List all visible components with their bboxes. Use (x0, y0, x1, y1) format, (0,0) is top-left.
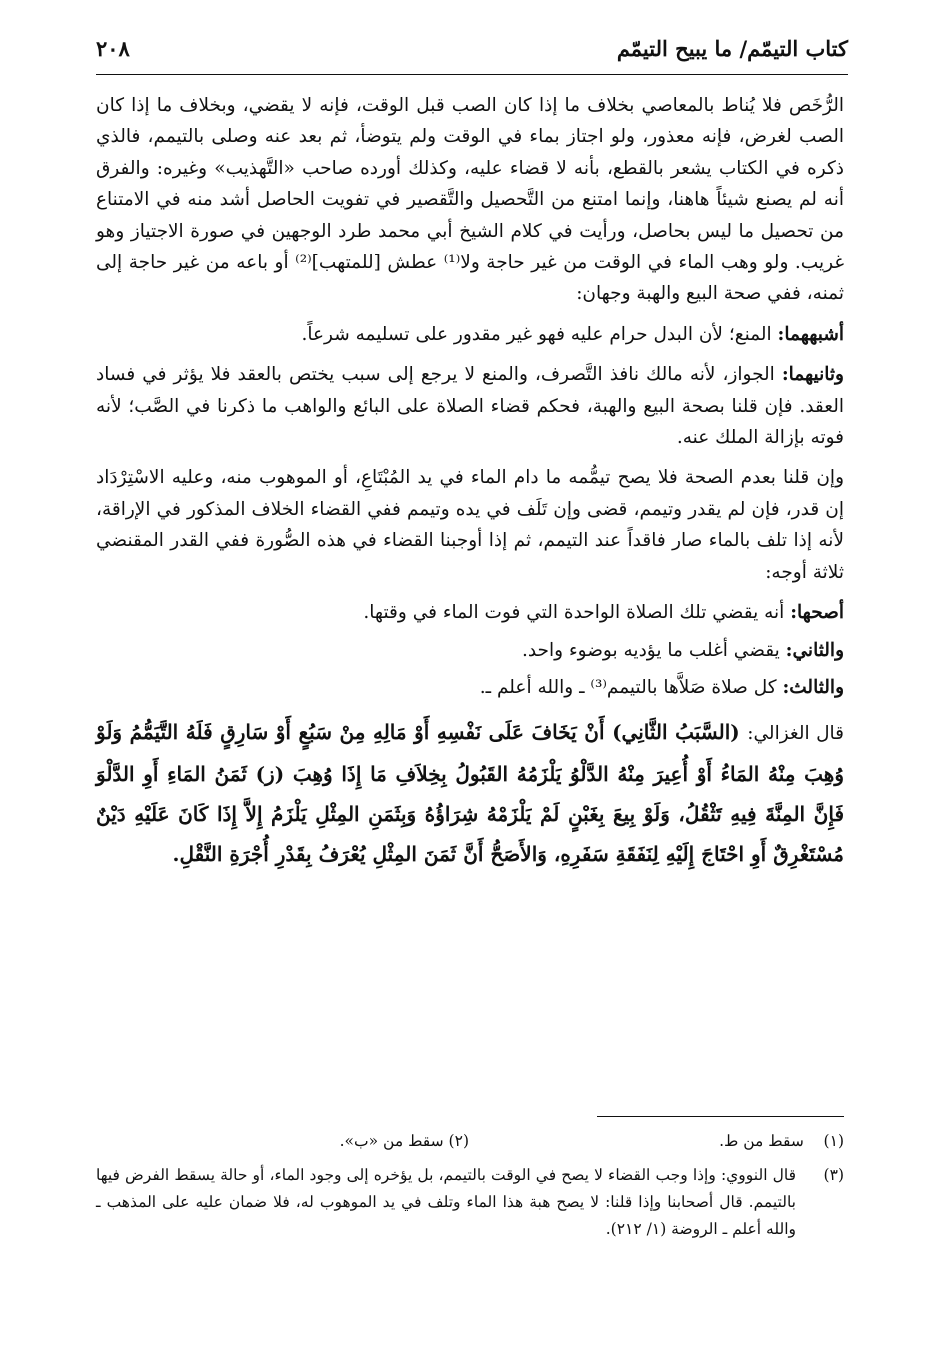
term-label: أصحها: (790, 602, 844, 624)
quote-intro: قال الغزالي: (747, 723, 844, 745)
paragraph: الرُّخَص فلا يُناط بالمعاصي بخلاف ما إذا كان الصب قبل الوقت، فإنه لا يقضي، وبخلاف ما إذا كان الصب لغرض، فإنه معذور، ولو اجتاز بماء في الوقت ولم يتوضأ، ثم بعد عنه وصلى بالتيمم، فالذي ذكره في الكتاب يشعر بالقطع، بأنه لا قضاء عليه، وكذلك أورده صاحب «التَّهذيب» وغيره: والفرق أنه لم يصنع شيئاً هاهنا، وإنما امتنع من التَّحصيل والتَّقصير في تفويت الحاصل أشد منه في الامتناع من تحصيل ما ليس بحاصل، ورأيت في كلام الشيخ أبي محمد طرد الوجهين في صورة الاجتياز وهو غريب. ولو وهب الماء في الوقت من غير حاجة ولا⁽¹⁾ عطش [للمتهب]⁽²⁾ أو باعه من غير حاجة إلى ثمنه، ففي صحة البيع والهبة وجهان: (96, 95, 845, 305)
paragraph (96, 359, 844, 453)
footnote-2: (٢) سقط من «ب». (339, 1132, 469, 1150)
list-item (96, 635, 844, 666)
quoted-matn (96, 712, 844, 874)
page-header (96, 34, 848, 75)
term-text: المنع؛ لأن البدل حرام عليه فهو غير مقدور على تسليمه شرعاً. (301, 323, 772, 345)
term-label: أشبههما: (777, 323, 844, 345)
footnote-text: قال النووي: وإذا وجب القضاء لا يصح في الوقت بالتيمم، بل يؤخره إلى وجود الماء، أو حالة يسقط الفرض فيها بالتيمم. قال أصحابنا وإذا قلنا: لا يصح هبة هذا الماء وتلف في يد الموهوب له، فلا ضمان عليه على المذهب ـ والله أعلم ـ الروضة (١/ ٢١٢). (96, 1166, 796, 1238)
footnote-row (96, 1128, 844, 1155)
term-text: أنه يقضي تلك الصلاة الواحدة التي فوت الماء في وقتها. (363, 602, 785, 624)
quote-text: (السَّبَبُ الثَّانِي) أَنْ يَخَافَ عَلَى نَفْسِهِ أَوْ مَالِهِ مِنْ سَبُعٍ أَوْ سَارِقٍ فَلَهُ التَّيَمُّمُ وَلَوْ وُهِبَ مِنْهُ المَاءُ أَوْ أُعِيرَ مِنْهُ الدَّلْوُ يَلْزَمُهُ القَبُولُ بِخِلاَفِ مَا إِذَا وُهِبَ (ز) ثَمَنُ المَاءِ أَوِ الدَّلْوَ فَإِنَّ المِنَّةَ فِيهِ تَثْقُلُ، وَلَوْ بِيعَ بِغَبْنٍ لَمْ يَلْزَمْهُ شِرَاؤُهُ وَبِثَمَنِ المِثْلِ يَلْزَمُ إِلاَّ إِذَا كَانَ عَلَيْهِ دَيْنٌ مُسْتَغْرِقٌ أَوِ احْتَاجَ إِلَيْهِ لِنَفَقَةِ سَفَرِهِ، وَالأَصَحُّ أَنَّ ثَمَنَ المِثْلِ يُعْرَفُ بِقَدْرِ أُجْرَةِ النَّقْلِ. (96, 720, 844, 867)
list-item (96, 597, 844, 628)
footnotes (96, 1128, 844, 1243)
footnote-1: (١) سقط من ط. (719, 1132, 844, 1150)
footnote-number: (٣) (823, 1166, 844, 1184)
term-text: الجواز، لأنه مالك نافذ التَّصرف، والمنع لا يرجع إلى سبب يختص بالعقد فلا يؤثر في فساد العقد. فإن قلنا بصحة البيع والهبة، فحكم قضاء الصلاة على البائع والواهب ما ذكرنا في الصَّب؛ لأنه فوته بإزالة الملك عنه. (96, 364, 844, 449)
page-number: ٢٠٨ (96, 36, 130, 61)
paragraph: وإن قلنا بعدم الصحة فلا يصح تيمُّمه ما دام الماء في يد المُبْتَاعِ، أو الموهوب منه، وعليه الاسْتِرْدَاد إن قدر، فإن لم يقدر وتيمم، قضى وإن تَلَف في يده وتيمم ففي القضاء الخلاف المذكور في الإراقة، لأنه إذا تلف بالماء صار فاقداً عند التيمم، ثم إذا أوجبنا القضاء في هذه الصُّورة ففي القدر المقنضي ثلاثة أوجه: (96, 467, 844, 583)
term-label: والثاني: (785, 639, 844, 661)
main-text (96, 90, 844, 874)
term-text: يقضي أغلب ما يؤديه بوضوء واحد. (521, 639, 780, 661)
footnote-3 (96, 1162, 844, 1243)
term-text: كل صلاة صَلاَّها بالتيمم⁽³⁾ ـ والله أعلم ـ. (479, 676, 777, 698)
list-item (96, 672, 844, 703)
paragraph (96, 319, 844, 350)
term-label: والثالث: (782, 676, 844, 698)
term-label: وثانيهما: (781, 364, 844, 386)
footnote-divider (597, 1116, 844, 1117)
running-title: كتاب التيمّم/ ما يبيح التيمّم (616, 36, 848, 61)
